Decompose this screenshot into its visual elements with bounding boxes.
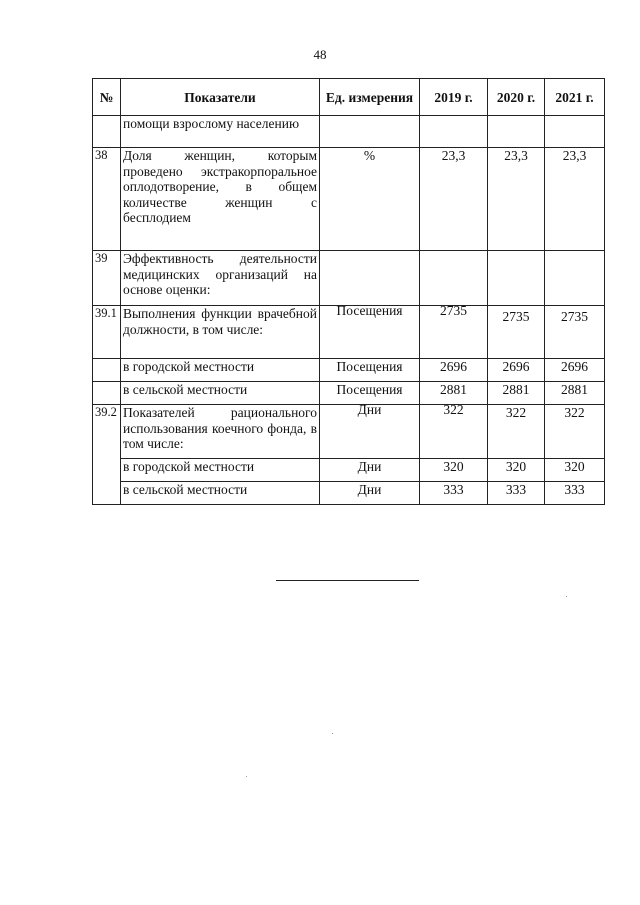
row-number [93,116,121,148]
row-value-2019: 2881 [420,382,488,405]
row-number [93,459,121,482]
row-number: 39 [93,251,121,306]
row-value-2020: 2735 [502,309,530,324]
row-value-2020 [488,251,545,306]
row-value-2021: 23,3 [545,148,605,251]
scan-speck [332,733,333,734]
row-value-2019: 333 [420,482,488,505]
table-row [93,148,605,251]
row-value-2020: 23,3 [488,148,545,251]
row-indicator: Доля женщин, которым проведено экстракорпоральное оплодотворение, в общем количестве женщин с бесплодием [121,148,320,251]
row-value-2020: 320 [488,459,545,482]
row-value-2019: 2735 [440,303,467,318]
row-value-2021: 2735 [561,309,588,324]
table-row [93,382,605,405]
footnote-separator-line [276,580,419,581]
row-value-2020: 333 [488,482,545,505]
row-value-2019 [420,251,488,306]
row-number [93,359,121,382]
table-row [93,251,605,306]
row-indicator: Эффективность деятельности медицинских организаций на основе оценки: [121,251,320,306]
row-indicator: Выполнения функции врачебной должности, в том числе: [121,306,320,359]
row-indicator: в сельской местности [121,482,320,505]
row-unit: Посещения [336,303,403,318]
row-unit: % [320,148,420,251]
row-unit [320,116,420,148]
header-indicator: Показатели [121,79,320,116]
row-indicator: помощи взрослому населению [121,116,320,148]
row-value-2019: 23,3 [420,148,488,251]
header-unit: Ед. измерения [320,79,420,116]
row-value-2020 [488,116,545,148]
row-value-2021: 333 [545,482,605,505]
row-value-2020: 2696 [488,359,545,382]
row-number: 38 [93,148,121,251]
scan-speck [246,776,247,777]
header-2020: 2020 г. [488,79,545,116]
row-number [93,482,121,505]
row-unit: Дни [320,459,420,482]
row-value-2021 [545,251,605,306]
table-row [93,482,605,505]
row-value-2021: 322 [545,405,605,459]
row-unit [320,251,420,306]
header-2019: 2019 г. [420,79,488,116]
row-value-2019: 322 [443,402,464,417]
header-no: № [93,79,121,116]
row-unit: Посещения [320,382,420,405]
row-value-2021: 2881 [545,382,605,405]
row-value-2021: 2696 [545,359,605,382]
table-row [93,306,605,359]
row-value-2019: 320 [420,459,488,482]
indicators-table [92,78,605,505]
row-indicator: Показателей рационального использования коечного фонда, в том числе: [121,405,320,459]
table-row [93,359,605,382]
header-2021: 2021 г. [545,79,605,116]
row-indicator: в городской местности [121,459,320,482]
table-row [93,405,605,459]
page-number: 48 [313,47,327,62]
row-unit: Посещения [320,359,420,382]
row-value-2021: 320 [545,459,605,482]
table-row [93,116,605,148]
row-unit: Дни [357,402,382,417]
row-number: 39.1 [93,306,121,359]
table-header-row [93,79,605,116]
row-value-2019 [420,116,488,148]
row-value-2020: 322 [488,405,545,459]
scan-speck [566,596,567,597]
row-indicator: в городской местности [121,359,320,382]
row-indicator: в сельской местности [121,382,320,405]
row-value-2019: 2696 [420,359,488,382]
row-number [93,382,121,405]
row-unit: Дни [320,482,420,505]
row-value-2021 [545,116,605,148]
row-number: 39.2 [93,405,121,459]
row-value-2020: 2881 [488,382,545,405]
table-row [93,459,605,482]
